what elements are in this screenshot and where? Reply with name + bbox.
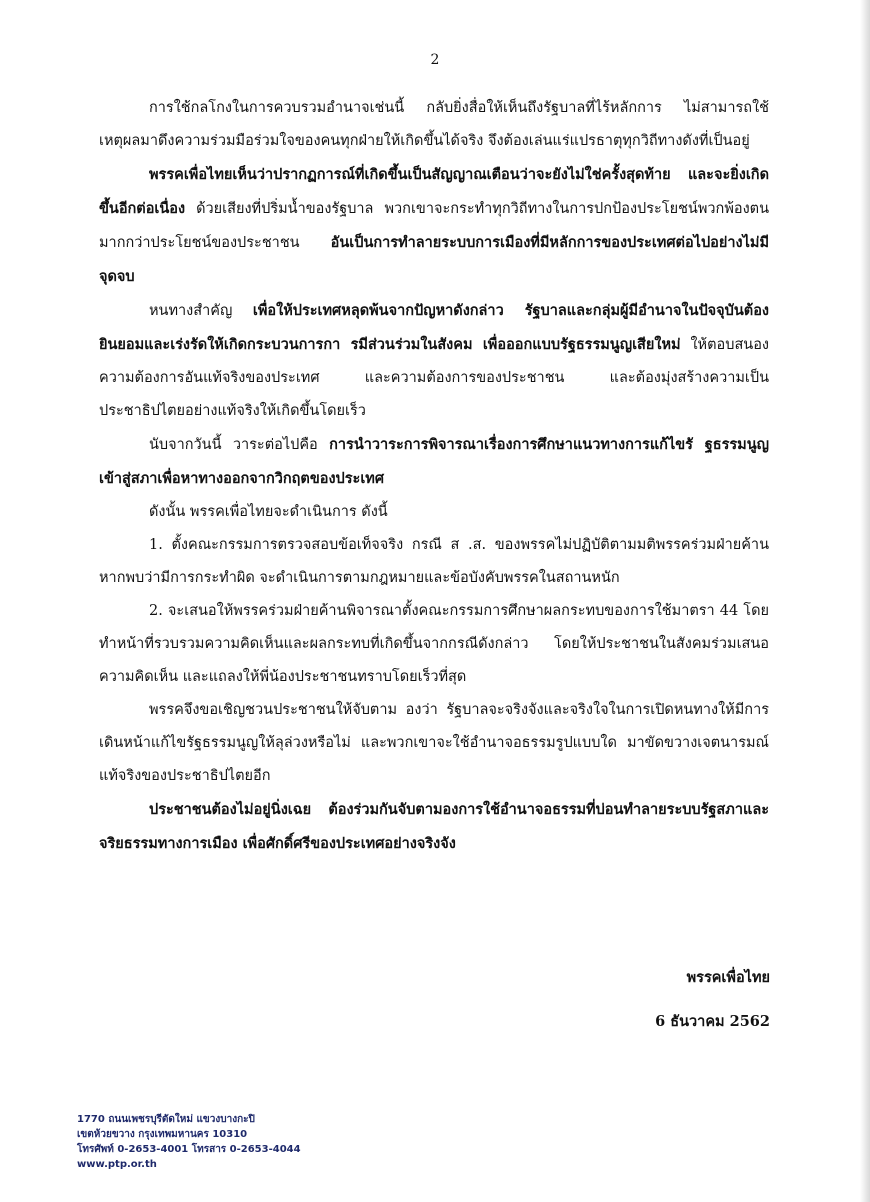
paragraph-text-bold: ประชาชนต้องไม่อยู่นิ่งเฉย ต้องร่วมกันจับตามองการใช้อำนาจอธรรมที่บ่อนทำลายระบบรัฐสภาและจริยธรรมทางการเมือง เพื่อศักดิ์ศรีของประเทศอย่างจริงจัง: [99, 801, 769, 852]
paragraph-text: ด้วยเสียงที่ปริ่มน้ำของรัฐบาล พวกเขาจะกระทำทุกวิถีทางในการปกป้องประโยชน์พวกพ้องตน มากกว่าประโยชน์ของประชาชน: [99, 201, 769, 251]
paragraph-agenda: [99, 428, 769, 496]
document-body: [99, 92, 769, 861]
paragraph-text: หนทางสำคัญ: [149, 303, 253, 319]
paragraph-text: 2. จะเสนอให้พรรคร่วมฝ่ายค้านพิจารณาตั้งคณะกรรมการศึกษาผลกระทบของการใช้มาตรา 44 โดยทำหน้าที่รวบรวมความคิดเห็นและผลกระทบที่เกิดขึ้นจากกรณีดังกล่าว โดยให้ประชาชนในสังคมร่วมเสนอความคิดเห็น และแถลงให้พี่น้องประชาชนทราบโดยเร็วที่สุด: [99, 603, 769, 685]
paragraph-actions-intro: [99, 496, 769, 529]
paragraph-text: ดังนั้น พรรคเพื่อไทยจะดำเนินการ ดังนี้: [149, 504, 388, 520]
paragraph-text: ให้ตอบสนองความต้องการอันแท้จริงของประเทศ และความต้องการของประชาชน และต้องมุ่งสร้างความเป็นประชาธิปไตยอย่างแท้จริงให้เกิดขึ้นโดยเร็ว: [99, 337, 769, 419]
page-number: 2: [430, 52, 440, 68]
footer-website: www.ptp.or.th: [77, 1159, 157, 1170]
signature-party: พรรคเพื่อไทย: [686, 969, 770, 986]
paragraph-text: พรรคจึงขอเชิญชวนประชาชนให้จับตาม องว่า รัฐบาลจะจริงจังและจริงใจในการเปิดหนทางให้มีการเดินหน้าแก้ไขรัฐธรรมนูญให้ลุล่วงหรือไม่ และพวกเขาจะใช้อำนาจอธรรมรูปแบบใด มาขัดขวางเจตนารมณ์แท้จริงของประชาธิปไตยอีก: [99, 702, 769, 784]
paragraph-text-bold: พรรคเพื่อไทยเห็นว่าปรากฏการณ์ที่เกิดขึ้นเป็นสัญญาณเตือนว่าจะยังไม่ใช่ครั้งสุดท้าย และจะยิ่งเกิดขึ้นอีกต่อเนื่อง: [99, 166, 769, 217]
paragraph-invitation: [99, 694, 769, 793]
paragraph-text: นับจากวันนี้ วาระต่อไปคือ: [149, 437, 330, 453]
footer-phone-line: โทรศัพท์ 0-2653-4001 โทรสาร 0-2653-4044: [77, 1144, 301, 1155]
paragraph-text-bold: อันเป็นการทำลายระบบการเมืองที่มีหลักการของประเทศต่อไปอย่างไม่มีจุดจบ: [99, 234, 769, 285]
footer-address: [77, 1112, 301, 1172]
footer-address-line: เขตห้วยขวาง กรุงเทพมหานคร 10310: [77, 1129, 248, 1140]
signature-date: 6 ธันวาคม 2562: [655, 1013, 770, 1030]
page-edge-shadow: [860, 0, 870, 1202]
paragraph-closing: [99, 793, 769, 861]
paragraph-text: การใช้กลโกงในการควบรวมอำนาจเช่นนี้ กลับยิ่งสื่อให้เห็นถึงรัฐบาลที่ไร้หลักการ ไม่สามารถใช้เหตุผลมาดึงความร่วมมือร่วมใจของคนทุกฝ่ายให้เกิดขึ้นได้จริง จึงต้องเล่นแร่แปรธาตุทุกวิถีทางดังที่เป็นอยู่: [99, 100, 769, 149]
footer-address-line: 1770 ถนนเพชรบุรีตัดใหม่ แขวงบางกะปิ: [77, 1114, 255, 1125]
action-item-2: [99, 595, 769, 694]
paragraph-solution: [99, 294, 769, 428]
paragraph-intro: [99, 92, 769, 158]
paragraph-text-bold: เพื่อให้ประเทศหลุดพ้นจากปัญหาดังกล่าว รัฐบาลและกลุ่มผู้มีอำนาจในปัจจุบันต้องยินยอมและเร่งรัดให้เกิดกระบวนการกา รมีส่วนร่วมในสังคม เพื่อออกแบบรัฐธรรมนูญเสียใหม่: [99, 302, 769, 353]
paragraph-text-bold: การนำวาระการพิจารณาเรื่องการศึกษาแนวทางการแก้ไขรั ฐธรรมนูญ เข้าสู่สภาเพื่อหาทางออกจากวิกฤตของประเทศ: [99, 436, 769, 487]
action-item-1: [99, 529, 769, 595]
paragraph-text: 1. ตั้งคณะกรรมการตรวจสอบข้อเท็จจริง กรณี ส .ส. ของพรรคไม่ปฏิบัติตามมติพรรคร่วมฝ่ายค้าน หากพบว่ามีการกระทำผิด จะดำเนินการตามกฎหมายและข้อบังคับพรรคในสถานหนัก: [99, 537, 769, 586]
paragraph-party-view: [99, 158, 769, 294]
